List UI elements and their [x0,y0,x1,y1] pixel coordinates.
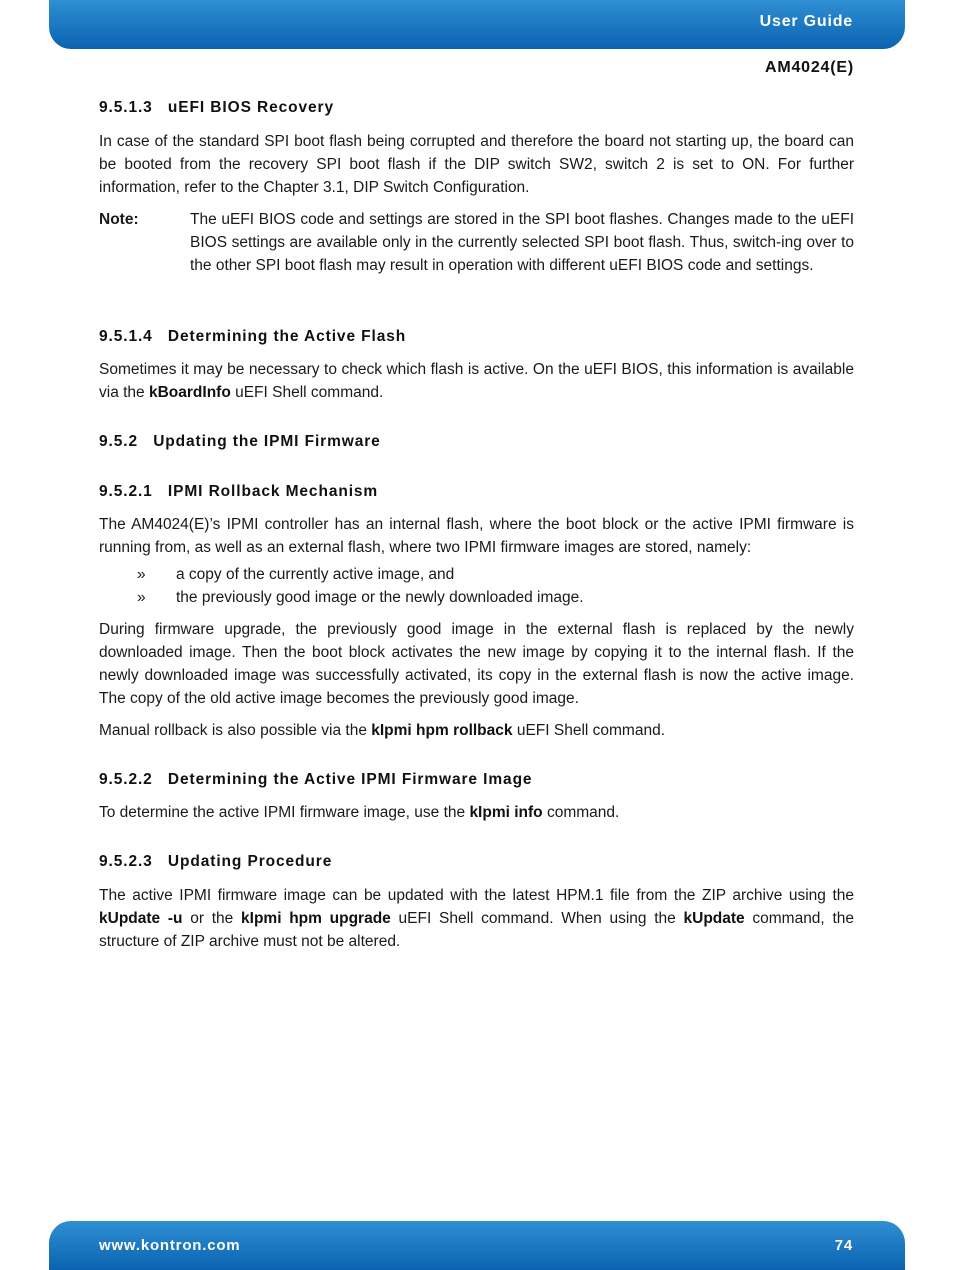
heading-number: 9.5.2.3 [99,853,153,870]
text-run: uEFI Shell command. [230,384,384,401]
bullet-mark: » [137,589,146,606]
command-kipmi-hpm-upgrade: kIpmi hpm upgrade [241,910,391,927]
note-label: Note: [99,211,139,228]
command-kipmi-info: kIpmi info [469,804,543,821]
heading-updating-ipmi-firmware [99,433,381,451]
heading-title: uEFI BIOS Recovery [167,99,335,116]
bullet-mark: » [137,566,146,583]
heading-active-ipmi-image [99,771,532,789]
heading-updating-procedure [99,853,332,871]
page-number: 74 [834,1237,853,1254]
text-run: uEFI Shell command. [512,722,665,739]
heading-number: 9.5.1.4 [99,328,153,345]
heading-title: Updating the IPMI Firmware [153,433,381,450]
paragraph-manual-rollback [99,719,854,742]
list-item [137,586,584,609]
text-run: Sometimes it may be necessary to check which flash is active. On the uEFI BIOS, this information is available via the [99,361,854,401]
list-item [137,563,454,586]
text-run: The active IPMI firmware image can be updated with the latest HPM.1 file from the ZIP archive using the [99,887,854,904]
text-run: command, the structure of ZIP archive must not be altered. [99,910,855,950]
heading-title: Determining the Active IPMI Firmware Image [167,771,533,788]
heading-title: Determining the Active Flash [167,328,407,345]
heading-number: 9.5.2.2 [99,771,153,788]
paragraph-rollback: The AM4024(E)’s IPMI controller has an internal flash, where the boot block or the active IPMI firmware is running from, as well as an external flash, where two IPMI firmware images are stored, namely: [99,516,854,556]
heading-number: 9.5.2.1 [99,483,153,500]
heading-ipmi-rollback [99,483,378,501]
heading-uefi-bios-recovery [99,99,334,117]
heading-title: IPMI Rollback Mechanism [167,483,379,500]
list-item-text: a copy of the currently active image, and [176,566,455,583]
paragraph-active-image [99,801,854,824]
text-run: uEFI Shell command. When using the [390,910,684,927]
text-run: Manual rollback is also possible via the [99,722,372,739]
header-title: User Guide [759,13,853,30]
paragraph-recovery: In case of the standard SPI boot flash being corrupted and therefore the board not starting up, the board can be booted from the recovery SPI boot flash if the DIP switch SW2, switch 2 is set to ON. For further information, refer to the Chapter 3.1, DIP Switch Configuration. [99,133,854,196]
footer-bar [49,1221,905,1270]
text-run: To determine the active IPMI firmware image, use the [99,804,470,821]
footer-website-link[interactable]: www.kontron.com [99,1237,241,1254]
command-kipmi-hpm-rollback: kIpmi hpm rollback [371,722,513,739]
command-kupdate: kUpdate [683,910,745,927]
heading-number: 9.5.1.3 [99,99,153,116]
heading-title: Updating Procedure [167,853,333,870]
document-id: AM4024(E) [764,59,854,76]
paragraph-upgrade: During firmware upgrade, the previously good image in the external flash is replaced by the newly downloaded image. Then the boot block activates the new image by copying it to the internal flash. If the newly downloaded image was successfully activated, its copy in the external flash is now the active image. The copy of the old active image becomes the previously good image. [99,621,854,707]
note-text: The uEFI BIOS code and settings are stored in the SPI boot flashes. Changes made to the uEFI BIOS settings are available only in the currently selected SPI boot flash. Thus, switch-ing over to the other SPI boot flash may result in operation with different uEFI BIOS code and settings. [190,211,854,274]
text-run: command. [542,804,620,821]
text-run: or the [182,910,242,927]
heading-number: 9.5.2 [99,433,138,450]
header-bar [49,0,905,49]
paragraph-updating-procedure [99,884,854,953]
list-item-text: the previously good image or the newly downloaded image. [176,589,584,606]
paragraph-active-flash [99,358,854,404]
heading-determining-active-flash [99,328,406,346]
command-kboardinfo: kBoardInfo [148,384,231,401]
command-kupdate-u: kUpdate -u [99,910,183,927]
